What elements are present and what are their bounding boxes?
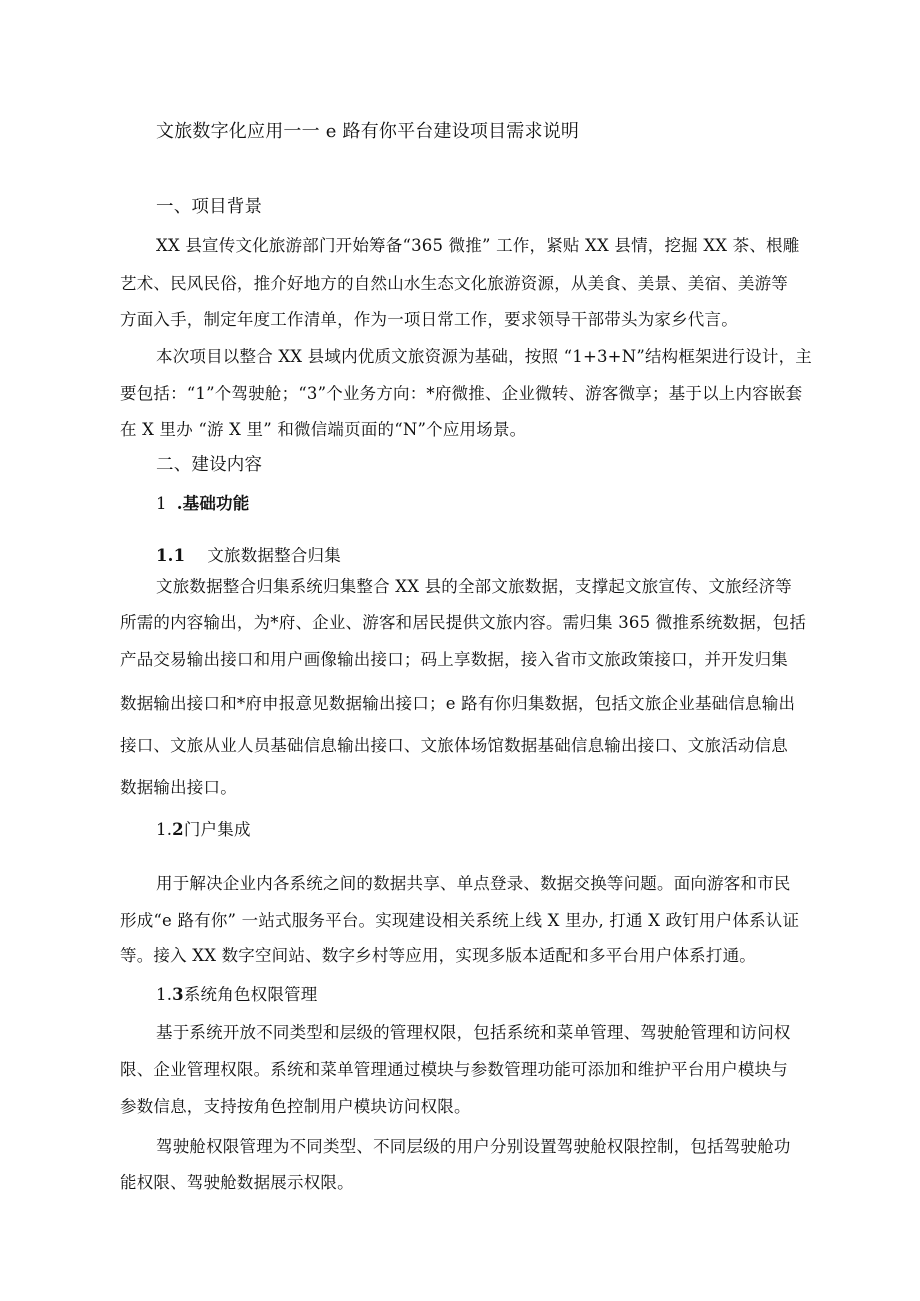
paragraph-line: 形成“e 路有你” 一站式服务平台。实现建设相关系统上线 X 里办, 打通 X 政钉用户体系认证: [120, 911, 800, 930]
paragraph-line: 方面入手，制定年度工作清单，作为一项日常工作，要求领导干部带头为家乡代言。: [120, 310, 738, 329]
paragraph-line: 等。接入 XX 数字空间站、数字乡村等应用，实现多版本适配和多平台用户体系打通。: [120, 946, 756, 965]
heading-number-bold: 3: [172, 985, 184, 1004]
subsection-label: .基础功能: [176, 494, 250, 513]
heading-1-2: [156, 820, 846, 840]
paragraph-line: 本次项目以整合 XX 县域内优质文旅资源为基础，按照 “1+3+N”结构框架进行设计，主: [156, 347, 812, 366]
heading-title: 系统角色权限管理: [183, 985, 318, 1004]
paragraph-line: 文旅数据整合归集系统归集整合 XX 县的全部文旅数据，支撑起文旅宣传、文旅经济等: [156, 577, 792, 596]
paragraph-line: 用于解决企业内各系统之间的数据共享、单点登录、数据交换等问题。面向游客和市民: [156, 874, 791, 893]
paragraph-line: 接口、文旅从业人员基础信息输出接口、文旅体场馆数据基础信息输出接口、文旅活动信息: [120, 736, 788, 755]
paragraph-line: 艺术、民风民俗，推介好地方的自然山水生态文化旅游资源，从美食、美景、美宿、美游等: [120, 274, 788, 293]
paragraph-line: 数据输出接口。: [120, 778, 237, 797]
section-heading-construction: 二、建设内容: [156, 455, 263, 475]
document-title: 文旅数字化应用一一 e 路有你平台建设项目需求说明: [156, 121, 580, 142]
paragraph-line: 驾驶舱权限管理为不同类型、不同层级的用户分别设置驾驶舱权限控制，包括驾驶舱功: [156, 1137, 791, 1156]
paragraph-line: 限、企业管理权限。系统和菜单管理通过模块与参数管理功能可添加和维护平台用户模块与: [120, 1060, 788, 1079]
paragraph-line: 基于系统开放不同类型和层级的管理权限，包括系统和菜单管理、驾驶舱管理和访问权: [156, 1023, 791, 1042]
paragraph-line: 能权限、驾驶舱数据展示权限。: [120, 1173, 354, 1192]
paragraph-line: 参数信息，支持按角色控制用户模块访问权限。: [120, 1097, 471, 1116]
paragraph-line: XX 县宣传文化旅游部门开始筹备“365 微推” 工作，紧贴 XX 县情，挖掘 XX 茶、根雕: [156, 236, 800, 255]
subsection-number: 1: [156, 494, 167, 513]
section-heading-background: 一、项目背景: [156, 197, 263, 217]
heading-number: 1.: [156, 820, 173, 839]
heading-number-bold: 2: [172, 820, 184, 839]
heading-number: 1.1: [156, 546, 186, 565]
paragraph-line: 数据输出接口和*府申报意见数据输出接口；e 路有你归集数据，包括文旅企业基础信息输出: [120, 694, 796, 713]
heading-title: 门户集成: [183, 820, 251, 839]
subsection-heading-basic-functions: [156, 494, 846, 514]
heading-1-3: [156, 985, 846, 1005]
paragraph-line: 产品交易输出接口和用户画像输出接口；码上享数据，接入省市文旅政策接口，并开发归集: [120, 650, 788, 669]
paragraph-line: 所需的内容输出，为*府、企业、游客和居民提供文旅内容。需归集 365 微推系统数据，包括: [120, 613, 807, 632]
heading-1-1: [156, 546, 846, 566]
paragraph-line: 在 X 里办 “游 X 里” 和微信端页面的“N”个应用场景。: [120, 420, 527, 439]
heading-title: 文旅数据整合归集: [207, 546, 341, 565]
heading-number: 1.: [156, 985, 173, 1004]
paragraph-line: 要包括：“1”个驾驶舱；“3”个业务方向：*府微推、企业微转、游客微享；基于以上内容嵌套: [120, 384, 803, 403]
